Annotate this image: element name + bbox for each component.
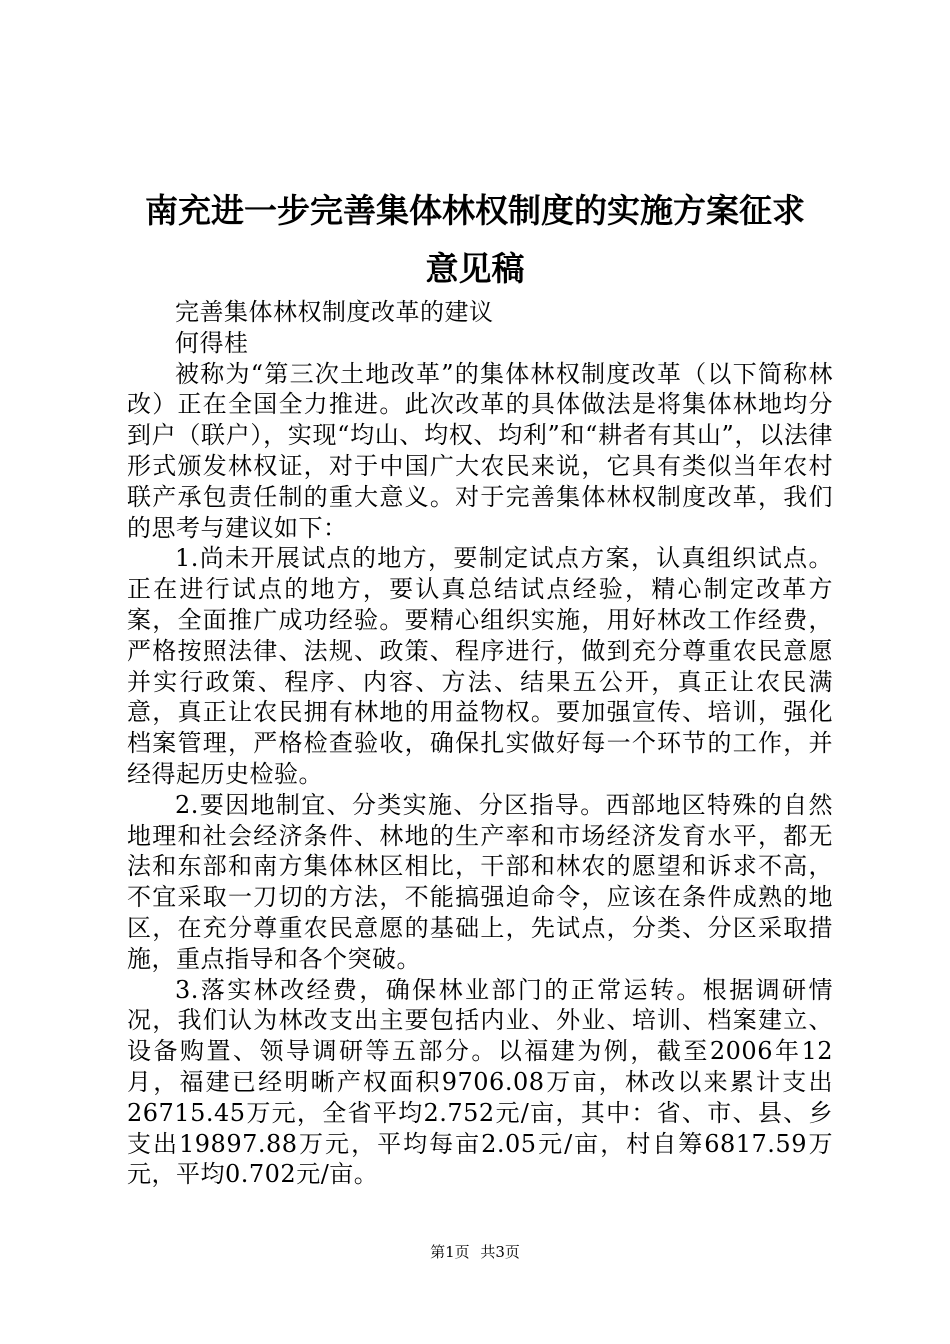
author-name: 何得桂 — [175, 328, 249, 357]
page-number: 第1页 — [430, 1243, 470, 1261]
subtitle: 完善集体林权制度改革的建议 — [175, 298, 494, 326]
document-title-line-1: 南充进一步完善集体林权制度的实施方案征求 — [145, 191, 805, 230]
body-paragraph: 被称为“第三次土地改革”的集体林权制度改革（以下简称林改）正在全国全力推进。此次改革的具体做法是将集体林地均分到户（联户），实现“均山、均权、均利”和“耕者有其山”，以法律形式颁发林权证，对于中国广大农民来说，它具有类似当年农村联产承包责任制的重大意义。对于完善集体林权制度改革，我们的思考与建议如下： — [127, 359, 833, 542]
body-paragraph: 3.落实林改经费，确保林业部门的正常运转。根据调研情况，我们认为林改支出主要包括内业、外业、培训、档案建立、设备购置、领导调研等五部分。以福建为例，截至2006年12月，福建已经明晰产权面积9706.08万亩，林改以来累计支出26715.45万元，全省平均2.752元/亩，其中：省、市、县、乡支出19897.88万元，平均每亩2.05元/亩，村自筹6817.59万元，平均0.702元/亩。 — [127, 975, 833, 1189]
page-total: 共3页 — [480, 1243, 520, 1261]
document-body — [127, 297, 833, 1190]
document-title-line-2: 意见稿 — [425, 249, 525, 288]
body-paragraph: 1.尚未开展试点的地方，要制定试点方案，认真组织试点。正在进行试点的地方，要认真总结试点经验，精心制定改革方案，全面推广成功经验。要精心组织实施，用好林改工作经费，严格按照法律、法规、政策、程序进行，做到充分尊重农民意愿并实行政策、程序、内容、方法、结果五公开，真正让农民满意，真正让农民拥有林地的用益物权。要加强宣传、培训，强化档案管理，严格检查验收，确保扎实做好每一个环节的工作，并经得起历史检验。 — [127, 544, 833, 788]
body-paragraph: 2.要因地制宜、分类实施、分区指导。西部地区特殊的自然地理和社会经济条件、林地的生产率和市场经济发育水平，都无法和东部和南方集体林区相比，干部和林农的愿望和诉求不高，不宜采取一刀切的方法，不能搞强迫命令，应该在条件成熟的地区，在充分尊重农民意愿的基础上，先试点，分类、分区采取措施，重点指导和各个突破。 — [127, 790, 833, 973]
page-footer — [0, 1243, 950, 1261]
